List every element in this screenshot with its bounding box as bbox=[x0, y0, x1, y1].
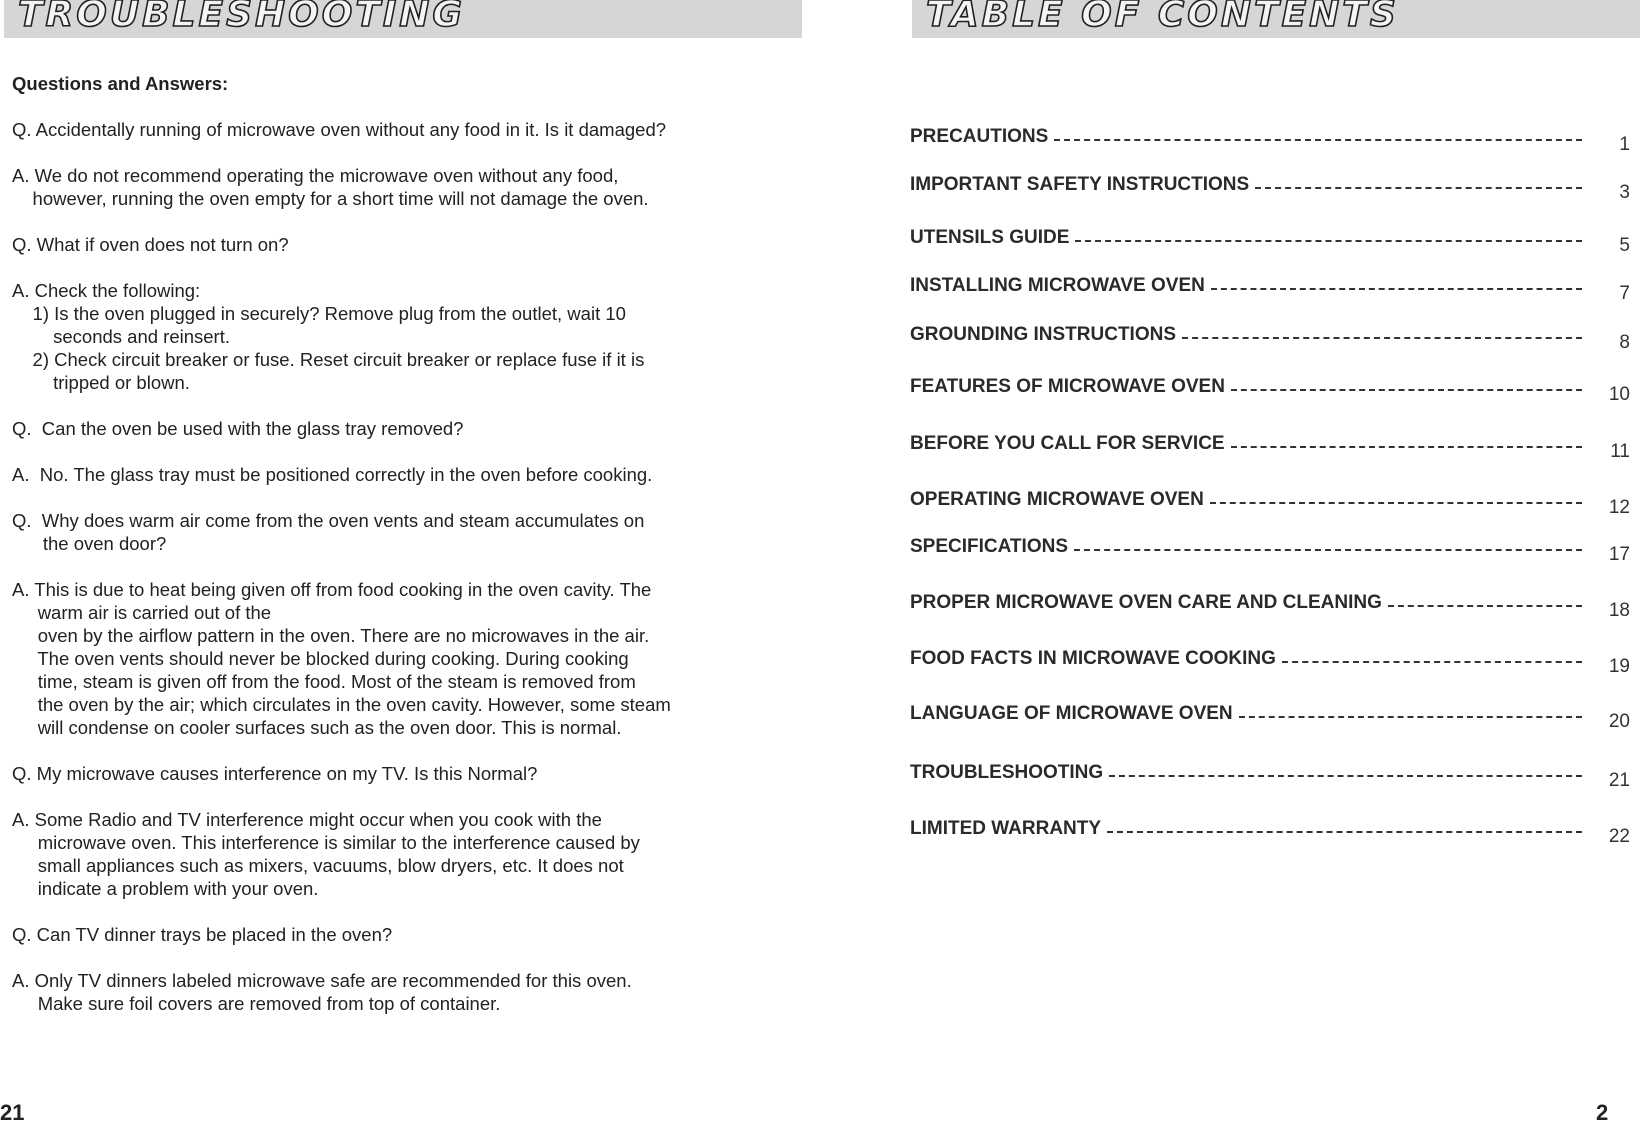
qa-line: Q. My microwave causes interference on my TV. Is this Normal? bbox=[12, 763, 538, 784]
toc-entry-title: GROUNDING INSTRUCTIONS bbox=[910, 324, 1176, 345]
toc-entry bbox=[910, 528, 1630, 565]
toc-leader-line bbox=[1074, 549, 1582, 551]
table-of-contents-page bbox=[910, 0, 1640, 1123]
qa-line: tripped or blown. bbox=[12, 372, 190, 393]
toc-entry bbox=[910, 695, 1630, 732]
qa-line: will condense on cooler surfaces such as the oven door. This is normal. bbox=[12, 717, 622, 738]
page-number: 21 bbox=[0, 1100, 25, 1125]
section-header-bar bbox=[912, 0, 1640, 38]
qa-line: Q. Accidentally running of microwave oven without any food in it. Is it damaged? bbox=[12, 119, 667, 140]
qa-line: A. No. The glass tray must be positioned correctly in the oven before cooking. bbox=[12, 464, 653, 485]
toc-entry-page: 10 bbox=[1608, 384, 1630, 405]
toc-entry bbox=[910, 640, 1630, 677]
toc-leader-line bbox=[1109, 775, 1582, 777]
toc-entry-title: SPECIFICATIONS bbox=[910, 536, 1068, 557]
qa-line: the oven door? bbox=[12, 533, 167, 554]
toc-entry-page: 20 bbox=[1608, 711, 1630, 732]
toc-entry bbox=[910, 584, 1630, 621]
toc-entry bbox=[910, 118, 1630, 155]
toc-entry-title: INSTALLING MICROWAVE OVEN bbox=[910, 275, 1205, 296]
toc-entry-page: 12 bbox=[1608, 497, 1630, 518]
qa-line: seconds and reinsert. bbox=[12, 326, 230, 347]
qa-line: warm air is carried out of the bbox=[12, 602, 272, 623]
qa-section bbox=[12, 72, 802, 1015]
qa-line: oven by the airflow pattern in the oven. There are no microwaves in the air. bbox=[12, 625, 650, 646]
qa-line: time, steam is given off from the food. Most of the steam is removed from bbox=[12, 671, 636, 692]
toc-entry-page: 7 bbox=[1619, 283, 1630, 304]
section-title: TABLE OF CONTENTS bbox=[926, 0, 1399, 35]
qa-list bbox=[12, 118, 802, 1015]
qa-line: A. We do not recommend operating the microwave oven without any food, bbox=[12, 165, 619, 186]
qa-line: Make sure foil covers are removed from top of container. bbox=[12, 993, 501, 1014]
page-number: 2 bbox=[1596, 1100, 1609, 1125]
qa-line: Q. What if oven does not turn on? bbox=[12, 234, 289, 255]
toc-entry bbox=[910, 754, 1630, 791]
toc-leader-line bbox=[1388, 605, 1582, 607]
toc-entry-title: BEFORE YOU CALL FOR SERVICE bbox=[910, 433, 1225, 454]
toc-leader-line bbox=[1107, 831, 1582, 833]
toc-entry-page: 21 bbox=[1608, 770, 1630, 791]
qa-line: Q. Can the oven be used with the glass tray removed? bbox=[12, 418, 464, 439]
qa-line: indicate a problem with your oven. bbox=[12, 878, 319, 899]
toc-entry-page: 18 bbox=[1608, 600, 1630, 621]
qa-line: A. Some Radio and TV interference might occur when you cook with the bbox=[12, 809, 602, 830]
toc-leader-line bbox=[1282, 661, 1582, 663]
toc-leader-line bbox=[1255, 187, 1582, 189]
toc-entry-title: OPERATING MICROWAVE OVEN bbox=[910, 489, 1204, 510]
toc-entry-page: 5 bbox=[1619, 235, 1630, 256]
toc-entry bbox=[910, 219, 1630, 256]
toc-entry-title: UTENSILS GUIDE bbox=[910, 227, 1070, 248]
toc-entry bbox=[910, 316, 1630, 353]
qa-line: 2) Check circuit breaker or fuse. Reset circuit breaker or replace fuse if it is bbox=[12, 349, 645, 370]
toc-entry-title: IMPORTANT SAFETY INSTRUCTIONS bbox=[910, 174, 1250, 195]
toc-entry-page: 8 bbox=[1619, 332, 1630, 353]
toc-entry bbox=[910, 368, 1630, 405]
toc-entry-title: TROUBLESHOOTING bbox=[910, 762, 1104, 783]
toc-entry-title: PROPER MICROWAVE OVEN CARE AND CLEANING bbox=[910, 592, 1382, 613]
qa-line: A. Check the following: bbox=[12, 280, 201, 301]
toc-leader-line bbox=[1054, 139, 1582, 141]
toc-entry bbox=[910, 425, 1630, 462]
toc-entry bbox=[910, 810, 1630, 847]
toc-entry-page: 3 bbox=[1619, 182, 1630, 203]
toc-leader-line bbox=[1239, 716, 1582, 718]
toc-entry-title: FOOD FACTS IN MICROWAVE COOKING bbox=[910, 648, 1276, 669]
toc-leader-line bbox=[1231, 389, 1582, 391]
section-header-bar bbox=[4, 0, 802, 38]
section-title: TROUBLESHOOTING bbox=[18, 0, 465, 35]
troubleshooting-page bbox=[0, 0, 810, 1123]
qa-line: microwave oven. This interference is similar to the interference caused by bbox=[12, 832, 640, 853]
toc-entry-title: PRECAUTIONS bbox=[910, 126, 1049, 147]
qa-line: small appliances such as mixers, vacuums, blow dryers, etc. It does not bbox=[12, 855, 624, 876]
qa-line: however, running the oven empty for a short time will not damage the oven. bbox=[12, 188, 649, 209]
toc-entry bbox=[910, 481, 1630, 518]
toc-entry-title: LANGUAGE OF MICROWAVE OVEN bbox=[910, 703, 1233, 724]
toc-entry-page: 17 bbox=[1608, 544, 1630, 565]
qa-line: A. Only TV dinners labeled microwave safe are recommended for this oven. bbox=[12, 970, 632, 991]
qa-line: 1) Is the oven plugged in securely? Remove plug from the outlet, wait 10 bbox=[12, 303, 626, 324]
qa-line: Q. Why does warm air come from the oven vents and steam accumulates on bbox=[12, 510, 645, 531]
toc-entry bbox=[910, 166, 1630, 203]
toc-leader-line bbox=[1231, 446, 1582, 448]
toc-leader-line bbox=[1075, 240, 1582, 242]
qa-line: the oven by the air; which circulates in the oven cavity. However, some steam bbox=[12, 694, 671, 715]
toc-entry-page: 22 bbox=[1608, 826, 1630, 847]
qa-line: Q. Can TV dinner trays be placed in the oven? bbox=[12, 924, 393, 945]
toc-entry-page: 1 bbox=[1619, 134, 1630, 155]
toc-entry-title: FEATURES OF MICROWAVE OVEN bbox=[910, 376, 1225, 397]
toc-entry-page: 11 bbox=[1610, 441, 1630, 462]
qa-line: A. This is due to heat being given off from food cooking in the oven cavity. The bbox=[12, 579, 652, 600]
toc-entry bbox=[910, 267, 1630, 304]
qa-line: The oven vents should never be blocked during cooking. During cooking bbox=[12, 648, 629, 669]
toc-entry-page: 19 bbox=[1608, 656, 1630, 677]
toc-leader-line bbox=[1182, 337, 1582, 339]
qa-heading: Questions and Answers: bbox=[12, 73, 229, 94]
toc-entry-title: LIMITED WARRANTY bbox=[910, 818, 1102, 839]
toc-leader-line bbox=[1211, 288, 1582, 290]
toc-leader-line bbox=[1210, 502, 1582, 504]
